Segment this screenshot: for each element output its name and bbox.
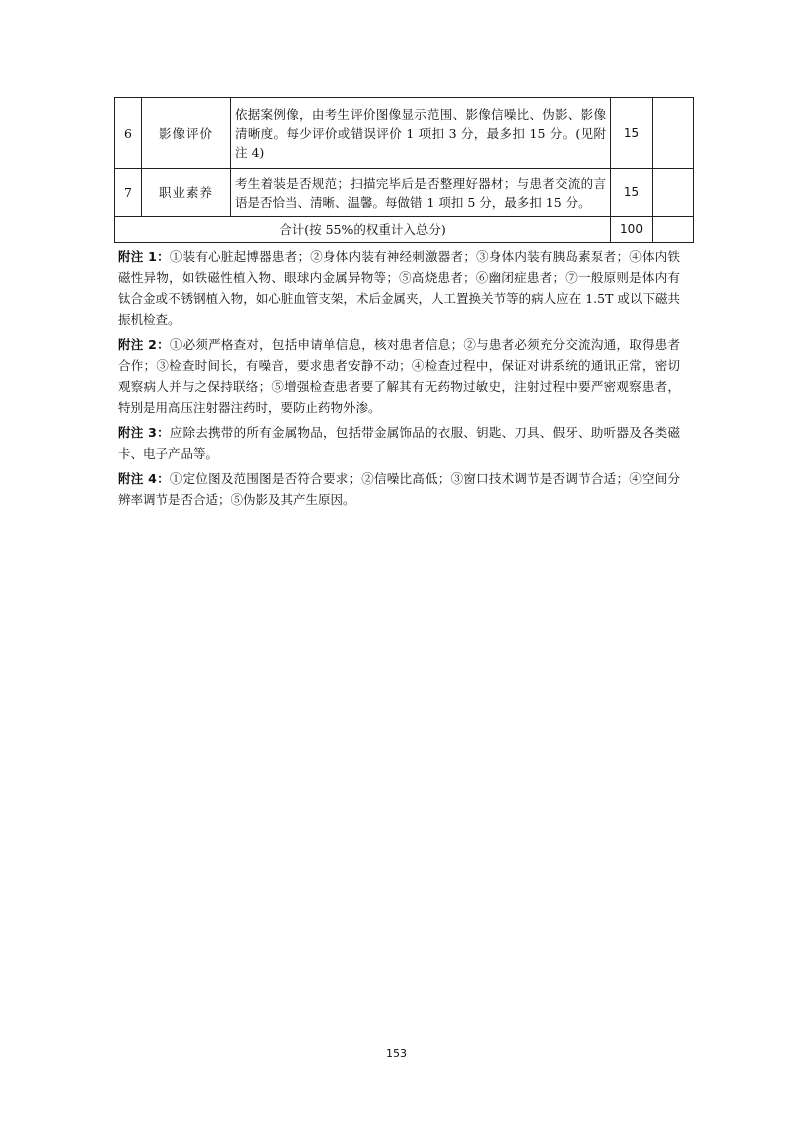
row-score-cell bbox=[653, 98, 694, 169]
note-label: 附注 3： bbox=[118, 425, 170, 440]
notes-section bbox=[118, 246, 680, 514]
total-points: 100 bbox=[611, 217, 653, 243]
note-1 bbox=[118, 246, 680, 330]
note-2 bbox=[118, 334, 680, 418]
row-item: 职业素养 bbox=[142, 169, 231, 217]
total-score-cell bbox=[653, 217, 694, 243]
note-3 bbox=[118, 422, 680, 464]
note-label: 附注 1： bbox=[118, 249, 170, 264]
table-row bbox=[115, 169, 694, 217]
note-text: ①必须严格查对，包括申请单信息，核对患者信息；②与患者必须充分交流沟通，取得患者合作；③检查时间长，有噪音，要求患者安静不动；④检查过程中，保证对讲系统的通讯正常，密切观察病人并与之保持联络；⑤增强检查患者要了解其有无药物过敏史，注射过程中要严密观察患者，特别是用高压注射器注药时，要防止药物外渗。 bbox=[118, 337, 680, 415]
note-text: 应除去携带的所有金属物品，包括带金属饰品的衣服、钥匙、刀具、假牙、助听器及各类磁卡、电子产品等。 bbox=[118, 425, 680, 461]
row-points: 15 bbox=[611, 169, 653, 217]
scoring-table bbox=[114, 97, 694, 243]
row-score-cell bbox=[653, 169, 694, 217]
note-label: 附注 2： bbox=[118, 337, 170, 352]
table-row bbox=[115, 98, 694, 169]
row-item: 影像评价 bbox=[142, 98, 231, 169]
page-number: 153 bbox=[386, 1047, 407, 1060]
note-text: ①定位图及范围图是否符合要求；②信噪比高低；③窗口技术调节是否调节合适；④空间分辨率调节是否合适；⑤伪影及其产生原因。 bbox=[118, 471, 680, 507]
row-number: 6 bbox=[115, 98, 142, 169]
total-label: 合计(按 55%的权重计入总分) bbox=[115, 217, 611, 243]
row-points: 15 bbox=[611, 98, 653, 169]
row-description: 考生着装是否规范；扫描完毕后是否整理好器材；与患者交流的言语是否恰当、清晰、温馨。每做错 1 项扣 5 分，最多扣 15 分。 bbox=[231, 169, 611, 217]
note-text: ①装有心脏起博器患者；②身体内装有神经刺激器者；③身体内装有胰岛素泵者；④体内铁磁性异物，如铁磁性植入物、眼球内金属异物等；⑤高烧患者；⑥幽闭症患者；⑦一般原则是体内有钛合金或不锈钢植入物，如心脏血管支架，术后金属夹，人工置换关节等的病人应在 1.5T 或以下磁共振机检查。 bbox=[118, 249, 680, 327]
row-number: 7 bbox=[115, 169, 142, 217]
total-row bbox=[115, 217, 694, 243]
row-description: 依据案例像，由考生评价图像显示范围、影像信噪比、伪影、影像清晰度。每少评价或错误评价 1 项扣 3 分，最多扣 15 分。(见附注 4) bbox=[231, 98, 611, 169]
note-4 bbox=[118, 468, 680, 510]
note-label: 附注 4： bbox=[118, 471, 170, 486]
